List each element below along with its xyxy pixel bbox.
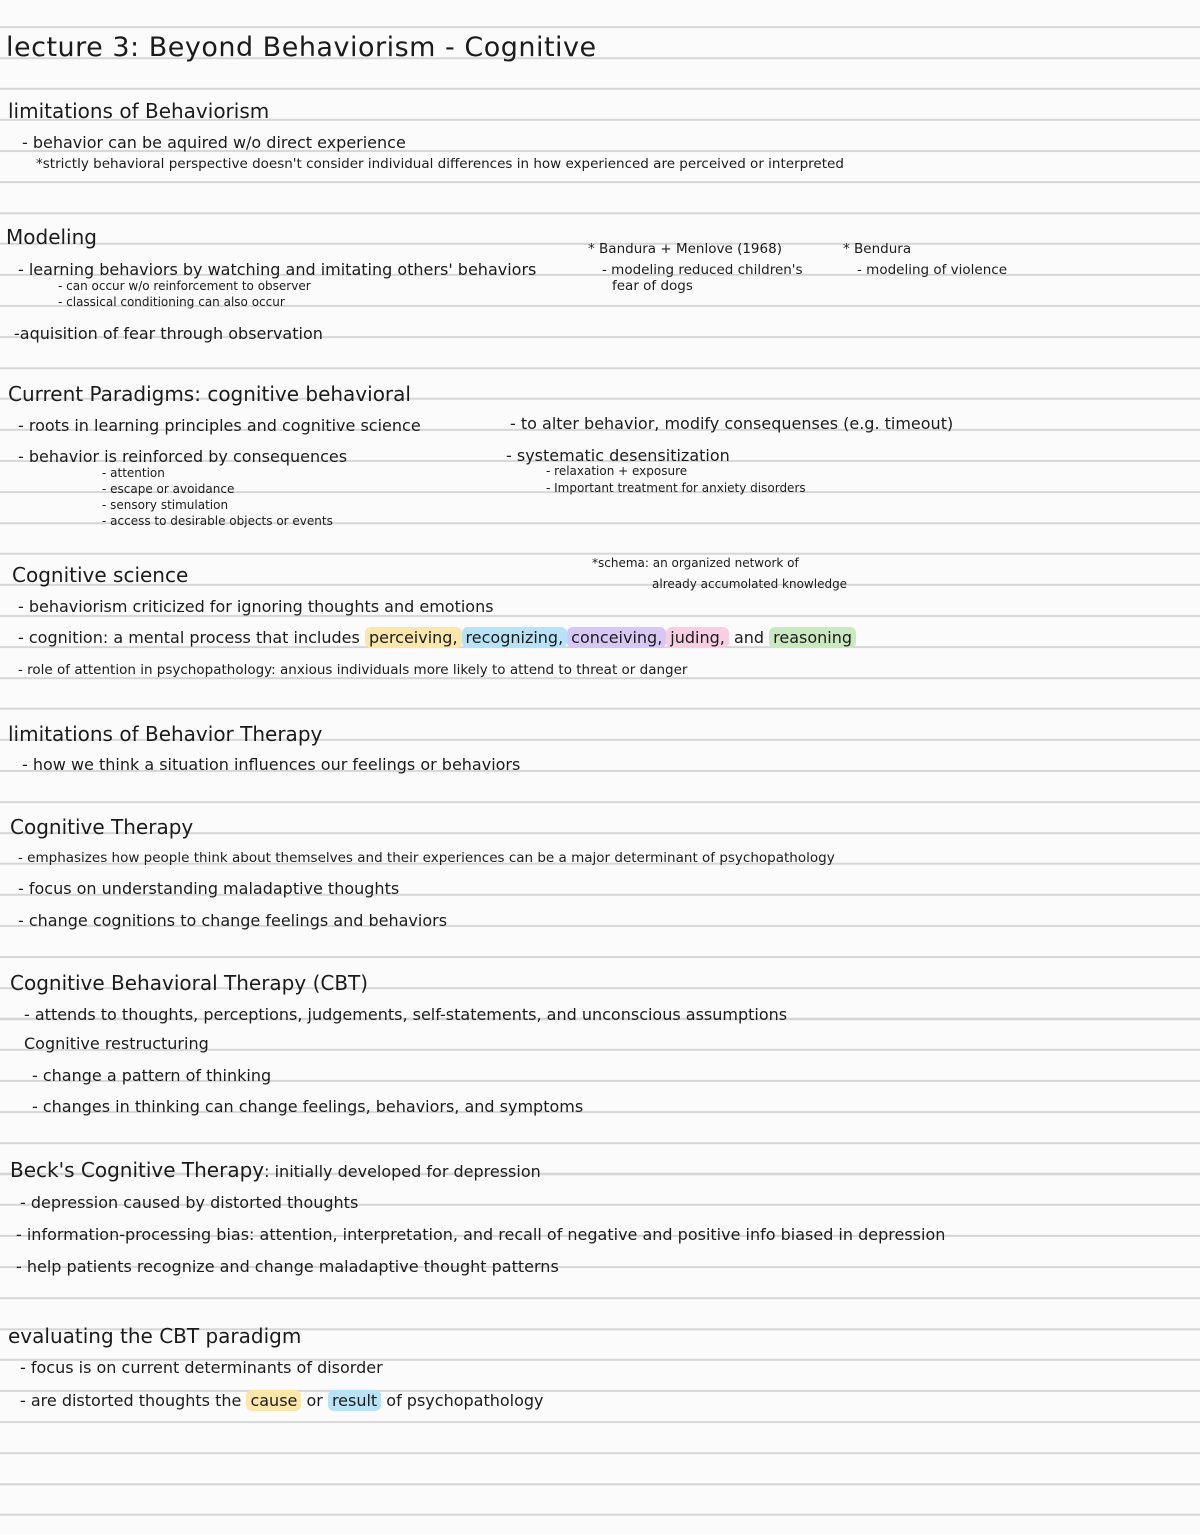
note-line: - emphasizes how people think about themselves and their experiences can be a major determinant of psychopathology <box>18 850 835 866</box>
note-line-cause-result <box>20 1393 544 1409</box>
section-heading-limitations-bt: limitations of Behavior Therapy <box>8 722 323 746</box>
note-line: *strictly behavioral perspective doesn't consider individual differences in how experienced are perceived or interpreted <box>36 156 844 172</box>
note-line: - help patients recognize and change maladaptive thought patterns <box>16 1257 559 1276</box>
highlight-juding: juding, <box>666 627 729 648</box>
note-line: - systematic desensitization <box>506 446 730 465</box>
note-line: Cognitive restructuring <box>24 1034 209 1053</box>
note-line: - information-processing bias: attention, interpretation, and recall of negative and positive info biased in depression <box>16 1225 946 1244</box>
note-subline: - Important treatment for anxiety disorders <box>546 481 806 495</box>
side-note-title: * Bandura + Menlove (1968) <box>588 241 782 257</box>
highlight-reasoning: reasoning <box>769 627 856 648</box>
note-line: - roots in learning principles and cognitive science <box>18 416 421 435</box>
note-line: - behavior can be aquired w/o direct experience <box>22 133 406 152</box>
schema-note: *schema: an organized network of <box>592 556 799 570</box>
note-text: of psychopathology <box>386 1391 544 1410</box>
note-text: and <box>733 628 765 647</box>
note-text: - cognition: a mental process that includes <box>18 628 360 647</box>
note-line: - changes in thinking can change feelings, behaviors, and symptoms <box>32 1097 584 1116</box>
note-line-cognition <box>18 630 856 646</box>
note-line: - attends to thoughts, perceptions, judgements, self-statements, and unconscious assumptions <box>24 1005 788 1024</box>
section-heading-limitations: limitations of Behaviorism <box>8 99 270 123</box>
side-note-line: fear of dogs <box>612 278 693 294</box>
note-subline: - escape or avoidance <box>102 482 235 496</box>
section-heading-paradigms: Current Paradigms: cognitive behavioral <box>8 382 411 406</box>
section-heading-cognitive-science: Cognitive science <box>12 563 189 587</box>
section-heading-modeling: Modeling <box>6 225 97 249</box>
side-note-title: * Bendura <box>843 241 912 257</box>
note-line: - behavior is reinforced by consequences <box>18 447 348 466</box>
note-line: - to alter behavior, modify consequenses (e.g. timeout) <box>510 414 954 433</box>
beck-heading-rest: : initially developed for depression <box>264 1162 541 1181</box>
page-title: lecture 3: Beyond Behaviorism - Cognitive <box>6 32 597 63</box>
note-subline: - attention <box>102 466 165 480</box>
highlight-result: result <box>328 1390 381 1411</box>
note-subline: - can occur w/o reinforcement to observer <box>58 279 311 293</box>
schema-note: already accumolated knowledge <box>652 577 848 591</box>
note-text: or <box>306 1391 323 1410</box>
highlight-cause: cause <box>246 1390 301 1411</box>
note-line: - focus on understanding maladaptive thoughts <box>18 879 400 898</box>
note-line: - learning behaviors by watching and imitating others' behaviors <box>18 260 537 279</box>
side-note-line: - modeling reduced children's <box>602 262 803 278</box>
section-heading-cbt: Cognitive Behavioral Therapy (CBT) <box>10 971 369 995</box>
note-line: - change cognitions to change feelings and behaviors <box>18 911 448 930</box>
highlight-perceiving: perceiving, <box>365 627 462 648</box>
note-line: - role of attention in psychopathology: anxious individuals more likely to attend to threat or danger <box>18 662 688 678</box>
section-heading-beck <box>10 1160 541 1180</box>
beck-heading: Beck's Cognitive Therapy <box>10 1158 265 1182</box>
note-line: - depression caused by distorted thoughts <box>20 1193 359 1212</box>
note-line: - behaviorism criticized for ignoring thoughts and emotions <box>18 597 494 616</box>
note-line: -aquisition of fear through observation <box>14 324 323 343</box>
section-heading-evaluating: evaluating the CBT paradigm <box>8 1324 302 1348</box>
highlight-conceiving: conceiving, <box>567 627 666 648</box>
note-subline: - sensory stimulation <box>102 498 229 512</box>
note-subline: - relaxation + exposure <box>546 464 688 478</box>
highlight-recognizing: recognizing, <box>462 627 568 648</box>
note-text: - are distorted thoughts the <box>20 1391 242 1410</box>
side-note-line: - modeling of violence <box>857 262 1008 278</box>
section-heading-cognitive-therapy: Cognitive Therapy <box>10 815 194 839</box>
note-line: - focus is on current determinants of disorder <box>20 1358 383 1377</box>
note-subline: - access to desirable objects or events <box>102 514 333 528</box>
note-subline: - classical conditioning can also occur <box>58 295 285 309</box>
note-line: - how we think a situation influences our feelings or behaviors <box>22 755 521 774</box>
note-line: - change a pattern of thinking <box>32 1066 272 1085</box>
